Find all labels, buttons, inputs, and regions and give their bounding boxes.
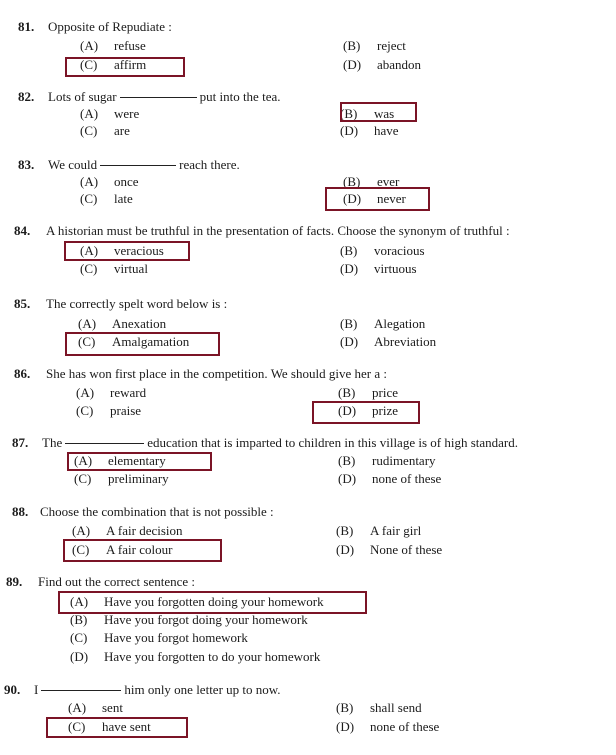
option-b[interactable] bbox=[340, 243, 425, 259]
option-b[interactable] bbox=[70, 612, 308, 628]
option-letter: (A) bbox=[80, 174, 99, 189]
option-letter: (A) bbox=[78, 316, 97, 331]
option-letter: (A) bbox=[76, 385, 95, 400]
stem-text: We could bbox=[48, 157, 98, 172]
option-letter: (A) bbox=[80, 106, 99, 121]
stem-text: She has won first place in the competition. We should give her a : bbox=[46, 366, 387, 381]
option-text: Have you forgot doing your homework bbox=[104, 612, 308, 627]
option-letter: (B) bbox=[343, 38, 361, 53]
answer-highlight-box bbox=[65, 57, 185, 77]
option-text: praise bbox=[110, 403, 142, 418]
option-letter: (C) bbox=[76, 403, 94, 418]
option-letter: (D) bbox=[336, 719, 355, 734]
option-d[interactable] bbox=[340, 261, 417, 277]
question-number: 90. bbox=[4, 682, 21, 697]
option-text: Abreviation bbox=[374, 334, 437, 349]
option-b[interactable] bbox=[336, 700, 422, 716]
option-text: affirm bbox=[114, 57, 147, 72]
option-letter: (D) bbox=[343, 57, 362, 72]
option-text: none of these bbox=[372, 471, 442, 486]
option-a[interactable] bbox=[72, 523, 183, 539]
option-letter: (D) bbox=[336, 542, 355, 557]
stem-text: Find out the correct sentence : bbox=[38, 574, 196, 589]
option-text: prize bbox=[372, 403, 398, 418]
answer-highlight-box bbox=[58, 591, 367, 614]
option-a[interactable] bbox=[68, 700, 123, 716]
option-letter: (C) bbox=[78, 334, 96, 349]
option-text: sent bbox=[102, 700, 123, 715]
option-text: veracious bbox=[114, 243, 164, 258]
option-letter: (D) bbox=[340, 261, 359, 276]
option-text: never bbox=[377, 191, 406, 206]
option-letter: (D) bbox=[340, 123, 359, 138]
option-c[interactable] bbox=[80, 191, 133, 207]
question-stem bbox=[48, 157, 240, 173]
answer-blank bbox=[120, 97, 197, 98]
question-stem bbox=[48, 19, 172, 35]
question-number: 88. bbox=[12, 504, 29, 519]
option-d[interactable] bbox=[340, 123, 399, 139]
option-text: A fair girl bbox=[370, 523, 422, 538]
option-d[interactable] bbox=[338, 471, 441, 487]
stem-text-after: reach there. bbox=[179, 157, 240, 172]
question-stem bbox=[46, 223, 510, 239]
option-c[interactable] bbox=[80, 123, 130, 139]
option-b[interactable] bbox=[343, 38, 406, 54]
question-number: 87. bbox=[12, 435, 29, 450]
option-d[interactable] bbox=[343, 57, 421, 73]
option-letter: (B) bbox=[338, 453, 356, 468]
question-stem bbox=[38, 574, 195, 590]
option-letter: (C) bbox=[70, 630, 88, 645]
question-stem bbox=[46, 366, 387, 382]
question-number: 86. bbox=[14, 366, 31, 381]
option-c[interactable] bbox=[70, 630, 248, 646]
stem-text: I bbox=[34, 682, 39, 697]
answer-highlight-box bbox=[64, 241, 190, 261]
answer-blank bbox=[65, 443, 144, 444]
option-b[interactable] bbox=[336, 523, 421, 539]
option-letter: (D) bbox=[70, 649, 89, 664]
option-letter: (C) bbox=[80, 57, 98, 72]
option-a[interactable] bbox=[78, 316, 166, 332]
option-text: price bbox=[372, 385, 398, 400]
option-letter: (B) bbox=[340, 243, 358, 258]
option-letter: (B) bbox=[340, 106, 358, 121]
option-letter: (D) bbox=[338, 471, 357, 486]
option-a[interactable] bbox=[80, 174, 139, 190]
option-text: were bbox=[114, 106, 140, 121]
answer-highlight-box bbox=[312, 401, 420, 424]
option-text: abandon bbox=[377, 57, 422, 72]
stem-text: Choose the combination that is not possible : bbox=[40, 504, 274, 519]
option-b[interactable] bbox=[340, 316, 425, 332]
option-text: Amalgamation bbox=[112, 334, 190, 349]
answer-blank bbox=[41, 690, 121, 691]
answer-highlight-box bbox=[340, 102, 417, 122]
option-letter: (B) bbox=[340, 316, 358, 331]
option-letter: (C) bbox=[80, 191, 98, 206]
option-letter: (C) bbox=[68, 719, 86, 734]
option-text: virtuous bbox=[374, 261, 417, 276]
question-number: 83. bbox=[18, 157, 35, 172]
option-text: Have you forgotten to do your homework bbox=[104, 649, 321, 664]
option-text: A fair colour bbox=[106, 542, 173, 557]
stem-text: The bbox=[42, 435, 63, 450]
option-d[interactable] bbox=[70, 649, 320, 665]
question-stem bbox=[42, 435, 518, 451]
option-text: Anexation bbox=[112, 316, 167, 331]
stem-text: Opposite of Repudiate : bbox=[48, 19, 172, 34]
option-d[interactable] bbox=[336, 542, 442, 558]
question-number: 81. bbox=[18, 19, 35, 34]
option-letter: (A) bbox=[80, 243, 99, 258]
stem-text-after: him only one letter up to now. bbox=[124, 682, 281, 697]
answer-highlight-box bbox=[325, 187, 430, 211]
option-letter: (C) bbox=[80, 123, 98, 138]
option-d[interactable] bbox=[336, 719, 439, 735]
option-letter: (B) bbox=[70, 612, 88, 627]
option-b[interactable] bbox=[338, 385, 398, 401]
option-text: none of these bbox=[370, 719, 440, 734]
stem-text: A historian must be truthful in the presentation of facts. Choose the synonym of truthful : bbox=[46, 223, 510, 238]
option-text: preliminary bbox=[108, 471, 169, 486]
option-letter: (B) bbox=[336, 523, 354, 538]
option-d[interactable] bbox=[340, 334, 436, 350]
question-number: 82. bbox=[18, 89, 35, 104]
option-text: late bbox=[114, 191, 133, 206]
option-text: was bbox=[374, 106, 395, 121]
option-text: reject bbox=[377, 38, 406, 53]
option-text: elementary bbox=[108, 453, 166, 468]
option-c[interactable] bbox=[80, 261, 148, 277]
option-text: virtual bbox=[114, 261, 148, 276]
question-stem bbox=[34, 682, 281, 698]
option-a[interactable] bbox=[76, 385, 146, 401]
option-text: voracious bbox=[374, 243, 425, 258]
option-letter: (D) bbox=[340, 334, 359, 349]
option-letter: (D) bbox=[338, 403, 357, 418]
question-stem bbox=[40, 504, 274, 520]
option-letter: (C) bbox=[80, 261, 98, 276]
option-letter: (A) bbox=[74, 453, 93, 468]
answer-blank bbox=[100, 165, 176, 166]
question-stem bbox=[48, 89, 280, 105]
option-c[interactable] bbox=[76, 403, 141, 419]
option-text: Have you forgotten doing your homework bbox=[104, 594, 324, 609]
stem-text-after: education that is imparted to children in this village is of high standard. bbox=[147, 435, 518, 450]
option-letter: (B) bbox=[338, 385, 356, 400]
option-letter: (A) bbox=[70, 594, 89, 609]
answer-highlight-box bbox=[63, 539, 222, 562]
option-text: have sent bbox=[102, 719, 151, 734]
stem-text: Lots of sugar bbox=[48, 89, 117, 104]
option-letter: (A) bbox=[72, 523, 91, 538]
option-text: are bbox=[114, 123, 130, 138]
option-letter: (B) bbox=[343, 174, 361, 189]
option-text: A fair decision bbox=[106, 523, 183, 538]
option-text: reward bbox=[110, 385, 147, 400]
option-text: rudimentary bbox=[372, 453, 436, 468]
question-number: 84. bbox=[14, 223, 31, 238]
option-c[interactable] bbox=[74, 471, 169, 487]
answer-highlight-box bbox=[65, 332, 220, 356]
question-stem bbox=[46, 296, 227, 312]
question-number: 89. bbox=[6, 574, 23, 589]
option-text: refuse bbox=[114, 38, 146, 53]
option-letter: (D) bbox=[343, 191, 362, 206]
option-text: Have you forgot homework bbox=[104, 630, 248, 645]
answer-highlight-box bbox=[67, 452, 212, 471]
option-a[interactable] bbox=[80, 38, 146, 54]
option-text: shall send bbox=[370, 700, 422, 715]
option-text: have bbox=[374, 123, 399, 138]
option-letter: (A) bbox=[80, 38, 99, 53]
option-letter: (C) bbox=[72, 542, 90, 557]
option-text: ever bbox=[377, 174, 400, 189]
option-text: Alegation bbox=[374, 316, 426, 331]
option-b[interactable] bbox=[338, 453, 436, 469]
stem-text: The correctly spelt word below is : bbox=[46, 296, 228, 311]
option-a[interactable] bbox=[80, 106, 139, 122]
option-letter: (A) bbox=[68, 700, 87, 715]
option-text: once bbox=[114, 174, 139, 189]
option-text: None of these bbox=[370, 542, 443, 557]
answer-highlight-box bbox=[46, 717, 188, 738]
option-letter: (C) bbox=[74, 471, 92, 486]
option-letter: (B) bbox=[336, 700, 354, 715]
question-number: 85. bbox=[14, 296, 31, 311]
stem-text-after: put into the tea. bbox=[199, 89, 281, 104]
